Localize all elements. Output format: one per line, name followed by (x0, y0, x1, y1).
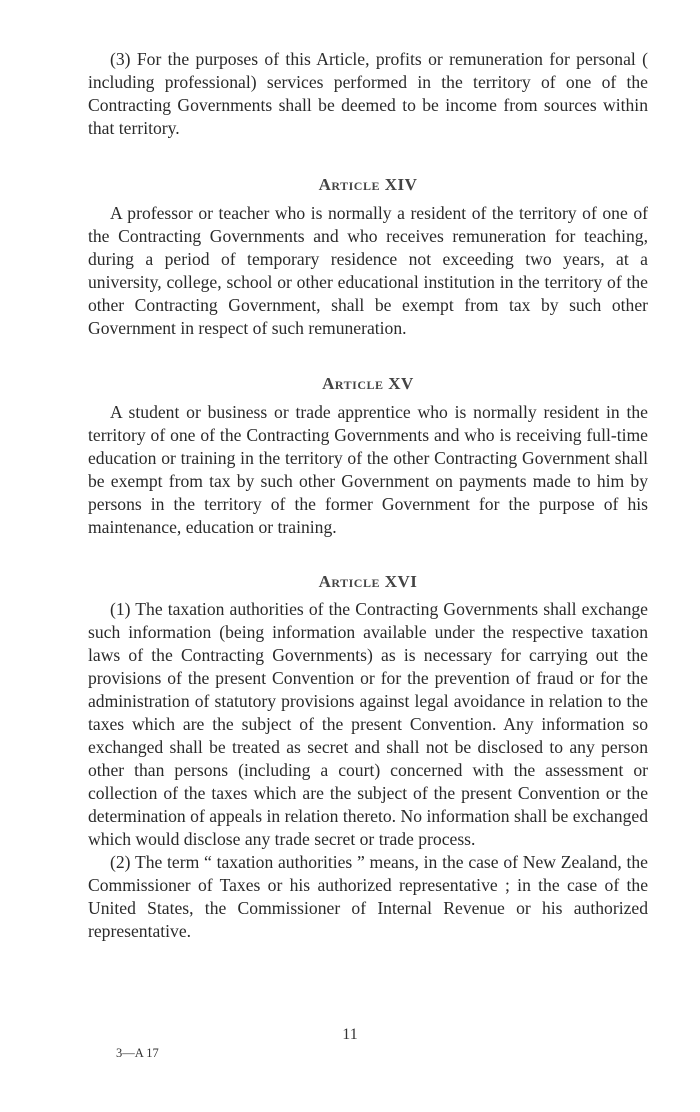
article-xiv-heading: Article XIV (318, 175, 418, 194)
article-xvi-heading: Article XVI (318, 572, 418, 591)
article-xv-text: A student or business or trade apprentice who is normally resident in the territory of one of the Contracting Governments and who is receiving full-time education or training in the territory of the other Contracting Government shall be exempt from tax by such other Government on payments made to him by persons in the territory of the former Government for the purpose of his maintenance, education or training. (88, 402, 648, 537)
article-xvi-paragraph-2: (2) The term “ taxation authorities ” means, in the case of New Zealand, the Commissioner of Taxes or his authorized representative ; in the case of the United States, the Commissioner of Internal Revenue or his authorized representative. (88, 852, 648, 941)
document-page (88, 48, 648, 943)
page-number: 11 (342, 1026, 358, 1043)
article-xv-heading: Article XV (322, 374, 414, 393)
article-xiii-paragraph-3: (3) For the purposes of this Article, profits or remuneration for personal ( including professional) services performed in the territory of one of the Contracting Governments shall be deemed to be income from sources within that territory. (88, 49, 648, 138)
article-xiv-text: A professor or teacher who is normally a resident of the territory of one of the Contracting Governments and who receives remuneration for teaching, during a period of temporary residence not exceeding two years, at a university, college, school or other educational institution in the territory of the other Contracting Government, shall be exempt from tax by such other Government in respect of such remuneration. (88, 203, 648, 338)
printer-signature-mark: 3—A 17 (116, 1046, 159, 1060)
article-xvi-paragraph-1: (1) The taxation authorities of the Contracting Governments shall exchange such information (being information available under the respective taxation laws of the Contracting Governments) as is necessary for carrying out the provisions of the present Convention or for the prevention of fraud or for the administration of statutory provisions against legal avoidance in relation to the taxes which are the subject of the present Convention. Any information so exchanged shall be treated as secret and shall not be disclosed to any person other than persons (including a court) concerned with the assessment or collection of the taxes which are the subject of the present Convention or the determination of appeals in relation thereto. No information shall be exchanged which would disclose any trade secret or trade process. (88, 599, 648, 849)
